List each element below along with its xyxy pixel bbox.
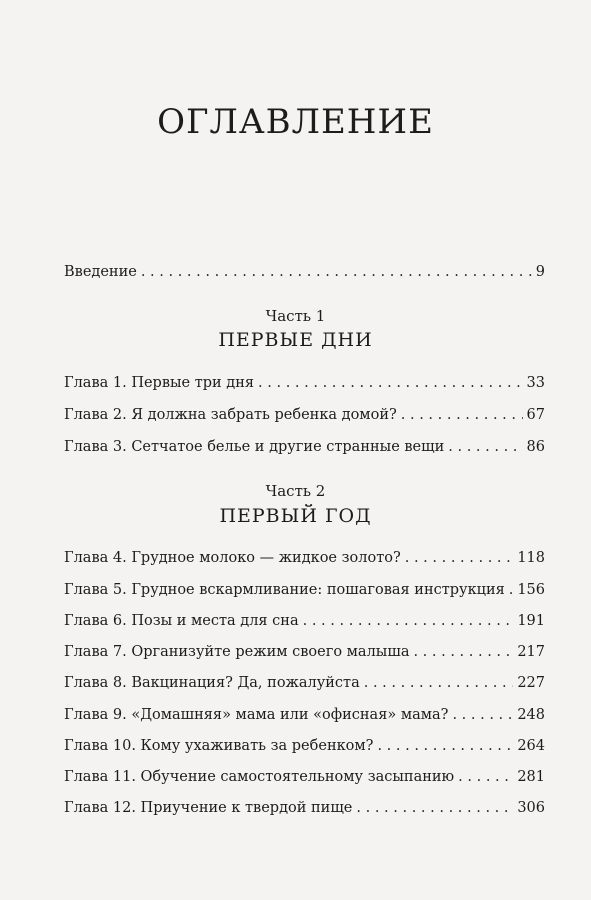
toc-entry-chapter-12[interactable] — [64, 797, 545, 819]
toc-entry-chapter-3[interactable] — [64, 436, 545, 458]
toc-entry-chapter-1[interactable] — [64, 372, 545, 394]
dot-leader — [377, 735, 513, 757]
toc-entry-chapter-2[interactable] — [64, 404, 545, 426]
toc-entry-page: 217 — [517, 644, 545, 660]
toc-entry-chapter-8[interactable] — [64, 672, 545, 694]
toc-entry-chapter-6[interactable] — [64, 610, 545, 632]
toc-entry-label: Глава 9. «Домашняя» мама или «офисная» мама? — [64, 707, 449, 723]
toc-entry-page: 118 — [517, 550, 545, 566]
dot-leader — [413, 641, 513, 663]
toc-entry-chapter-10[interactable] — [64, 735, 545, 757]
toc-entry-label: Глава 4. Грудное молоко — жидкое золото? — [64, 550, 401, 566]
toc-entry-chapter-9[interactable] — [64, 704, 545, 726]
toc-entry-label: Глава 10. Кому ухаживать за ребенком? — [64, 738, 374, 754]
dot-leader — [303, 610, 514, 632]
toc-entry-label: Глава 7. Организуйте режим своего малыша — [64, 644, 410, 660]
dot-leader — [509, 579, 514, 601]
dot-leader — [458, 766, 513, 788]
toc-entry-label: Глава 2. Я должна забрать ребенка домой? — [64, 407, 397, 423]
toc-entry-page: 67 — [526, 407, 545, 423]
toc-entry-page: 191 — [517, 613, 545, 629]
toc-entry-page: 33 — [526, 375, 545, 391]
dot-leader — [452, 704, 513, 726]
toc-entry-label: Глава 1. Первые три дня — [64, 375, 255, 391]
page-title: ОГЛАВЛЕНИЕ — [157, 102, 434, 142]
toc-entry-label: Глава 6. Позы и места для сна — [64, 613, 299, 629]
dot-leader — [401, 404, 523, 426]
toc-entry-chapter-4[interactable] — [64, 547, 545, 569]
toc-entry-label: Введение — [64, 264, 137, 280]
toc-entry-intro[interactable] — [64, 261, 545, 283]
toc-entry-label: Глава 11. Обучение самостоятельному засыпанию — [64, 769, 455, 785]
dot-leader — [356, 797, 513, 819]
toc-entry-page: 156 — [517, 582, 545, 598]
part-heading: ПЕРВЫЕ ДНИ — [218, 329, 373, 351]
toc-entry-page: 306 — [517, 800, 545, 816]
part-label: Часть 1 — [265, 307, 326, 325]
dot-leader — [258, 372, 523, 394]
dot-leader — [448, 436, 522, 458]
toc-entry-page: 227 — [517, 675, 545, 691]
dot-leader — [364, 672, 514, 694]
toc-entry-page: 9 — [535, 264, 545, 280]
toc-entry-chapter-11[interactable] — [64, 766, 545, 788]
toc-entry-chapter-5[interactable] — [64, 579, 545, 601]
toc-entry-chapter-7[interactable] — [64, 641, 545, 663]
toc-entry-label: Глава 12. Приучение к твердой пище — [64, 800, 353, 816]
toc-entry-label: Глава 3. Сетчатое белье и другие странные вещи — [64, 439, 445, 455]
dot-leader — [405, 547, 514, 569]
dot-leader — [141, 261, 532, 283]
toc-entry-page: 248 — [517, 707, 545, 723]
toc-entry-label: Глава 8. Вакцинация? Да, пожалуйста — [64, 675, 360, 691]
part-heading: ПЕРВЫЙ ГОД — [219, 505, 372, 527]
toc-entry-page: 86 — [526, 439, 545, 455]
toc-entry-label: Глава 5. Грудное вскармливание: пошаговая инструкция — [64, 582, 505, 598]
toc-entry-page: 281 — [517, 769, 545, 785]
part-label: Часть 2 — [265, 482, 326, 500]
toc-entry-page: 264 — [517, 738, 545, 754]
